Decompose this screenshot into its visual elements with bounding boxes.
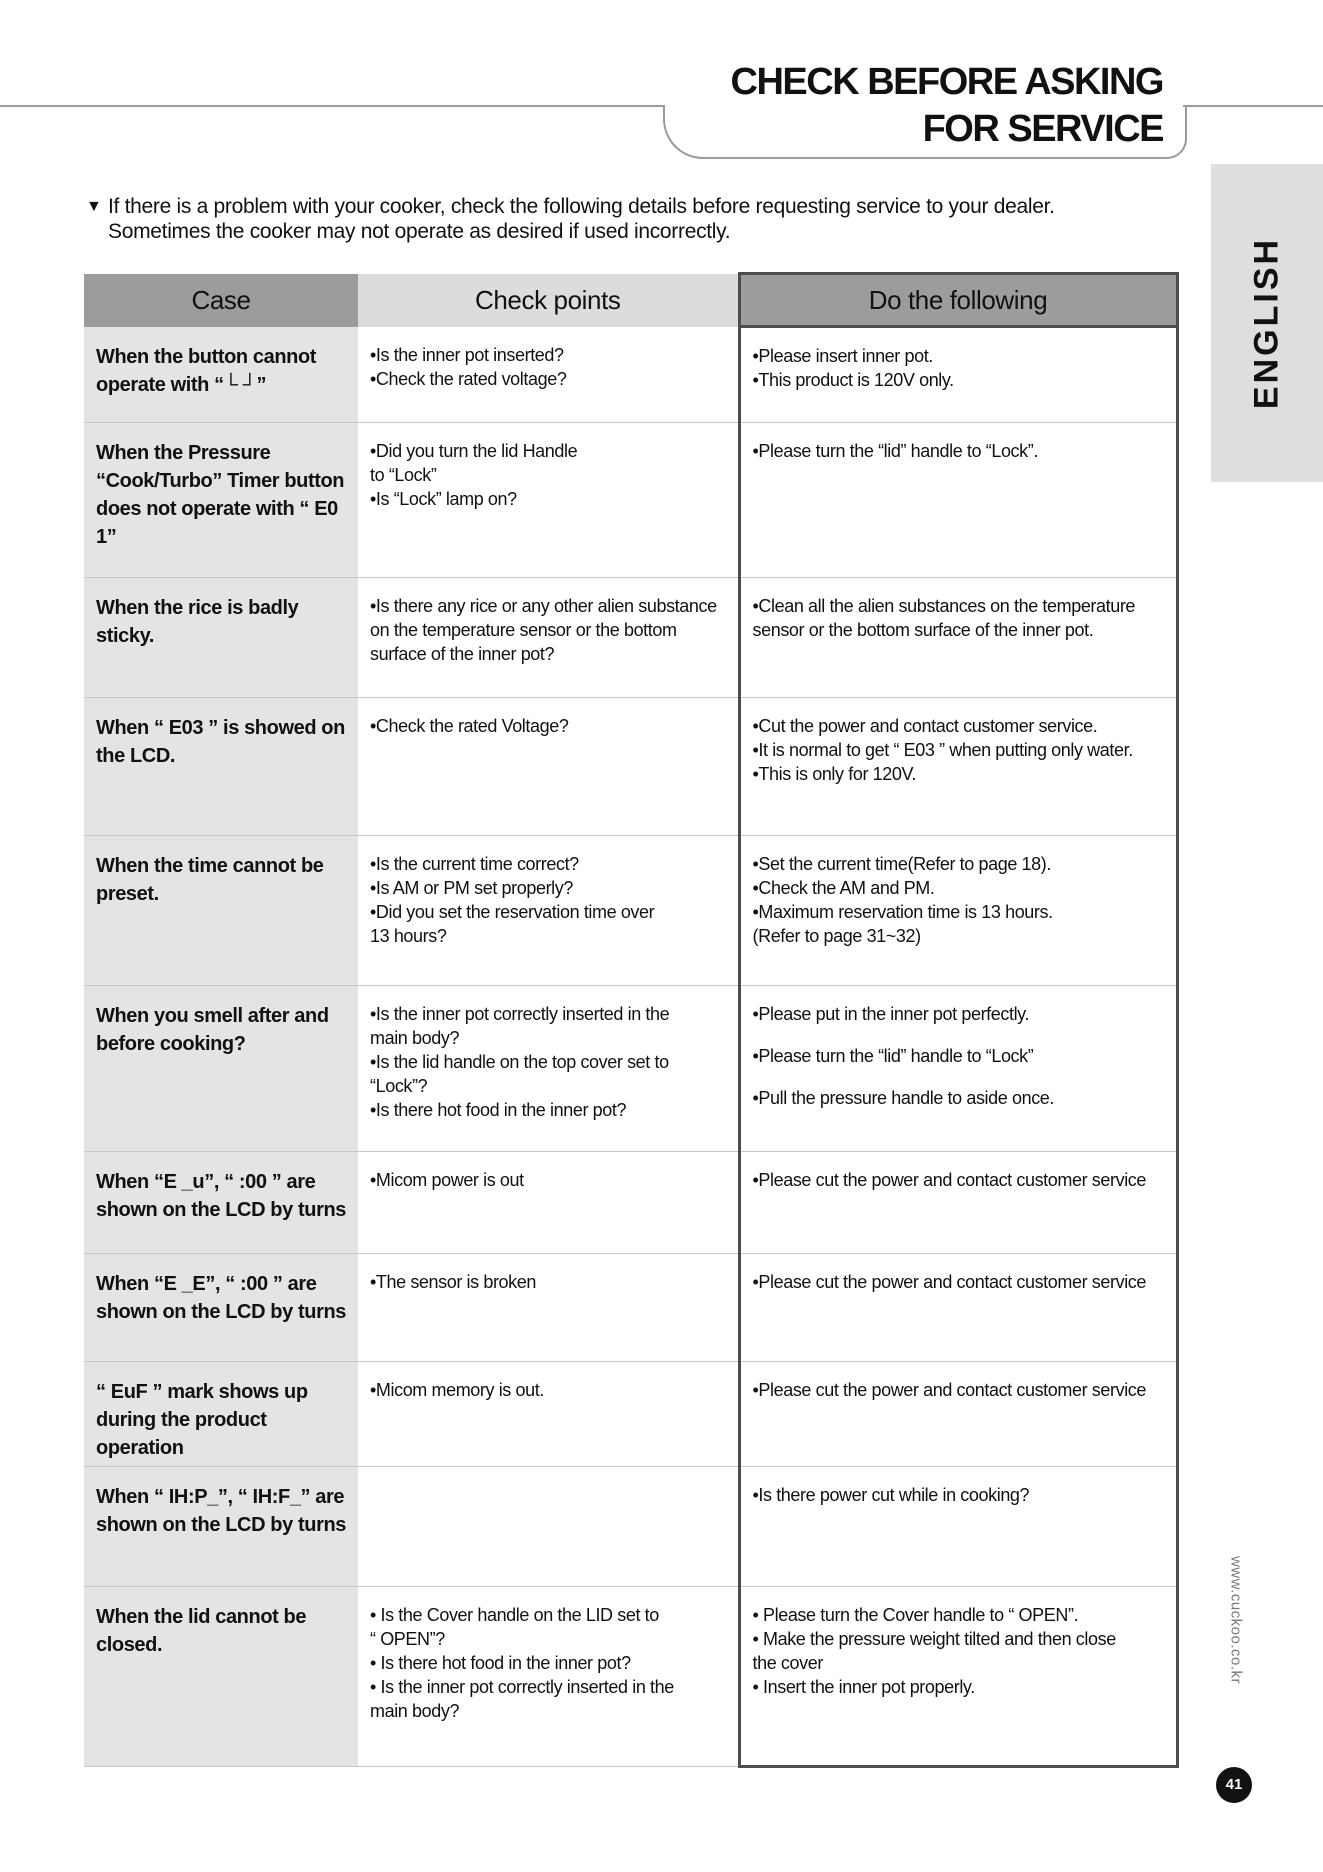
check-point-item: •Is the inner pot correctly inserted in the	[370, 1004, 670, 1024]
case-cell: When the Pressure “Cook/Turbo” Timer button does not operate with “ E0 1”	[84, 423, 358, 578]
case-cell: When the rice is badly sticky.	[84, 578, 358, 698]
action-item: •It is normal to get “ E03 ” when putting only water.	[752, 740, 1133, 760]
check-point-item: to “Lock”	[370, 465, 437, 485]
check-point-item: •Is AM or PM set properly?	[370, 878, 573, 898]
check-points-cell	[358, 423, 739, 578]
action-item	[753, 1068, 1166, 1086]
check-point-item: on the temperature sensor or the bottom	[370, 620, 677, 640]
check-point-item: •Is the inner pot inserted?	[370, 344, 564, 365]
check-point-item: •Micom memory is out.	[370, 1380, 544, 1400]
check-point-item: “Lock”?	[370, 1076, 428, 1096]
check-point-item: •Micom power is out	[370, 1170, 524, 1190]
check-point-item: •Did you set the reservation time over	[370, 902, 655, 922]
case-cell: “ EuF ” mark shows up during the product operation	[84, 1362, 358, 1467]
header-case: Case	[84, 274, 358, 327]
action-item: •Check the AM and PM.	[752, 878, 935, 898]
website-url-text: www.cuckoo.co.kr	[1227, 1555, 1245, 1685]
check-points-cell	[358, 836, 739, 986]
table-row	[84, 1467, 1177, 1587]
language-tab	[1211, 164, 1323, 482]
intro-line-1: If there is a problem with your cooker, check the following details before requesting service to your dealer.	[108, 195, 1055, 218]
check-point-item: “ OPEN”?	[370, 1629, 445, 1649]
check-points-cell	[358, 578, 739, 698]
check-points-cell	[358, 1362, 739, 1467]
action-cell	[739, 836, 1177, 986]
action-item: •Please insert inner pot.	[752, 346, 933, 366]
action-cell	[739, 578, 1177, 698]
action-item: •Please cut the power and contact customer service	[752, 1272, 1147, 1292]
header-rule-right	[1183, 105, 1323, 107]
action-cell	[739, 698, 1177, 836]
check-point-item: •Check the rated Voltage?	[370, 716, 569, 736]
action-item: •Is there power cut while in cooking?	[752, 1485, 1030, 1505]
action-item: the cover	[752, 1653, 823, 1673]
action-item: • Please turn the Cover handle to “ OPEN”.	[752, 1605, 1079, 1625]
check-point-item: main body?	[370, 1028, 460, 1048]
table-row	[84, 698, 1177, 836]
check-points-cell	[358, 1587, 739, 1767]
action-cell	[739, 1152, 1177, 1254]
case-cell: When the lid cannot be closed.	[84, 1587, 358, 1767]
action-cell	[739, 1254, 1177, 1362]
action-item: • Make the pressure weight tilted and then close	[752, 1629, 1116, 1649]
action-item: •Please turn the “lid” handle to “Lock”	[752, 1046, 1034, 1066]
action-item: •Cut the power and contact customer service.	[752, 716, 1098, 736]
action-item: •This product is 120V only.	[752, 370, 954, 390]
check-points-cell	[358, 698, 739, 836]
check-point-item: surface of the inner pot?	[370, 644, 555, 664]
case-cell: When you smell after and before cooking?	[84, 986, 358, 1152]
page-title-line-1: CHECK BEFORE ASKING	[730, 61, 1163, 103]
check-point-item: •Is there any rice or any other alien substance	[370, 596, 717, 616]
table-row	[84, 1254, 1177, 1362]
check-points-cell	[358, 1152, 739, 1254]
check-point-item: • Is the inner pot correctly inserted in the	[370, 1677, 674, 1697]
case-cell: When the button cannot operate with “└ ┘”	[84, 327, 358, 423]
table-row	[84, 578, 1177, 698]
triangle-bullet-icon: ▼	[86, 198, 102, 215]
header-check-points: Check points	[358, 274, 739, 327]
intro-line-2: Sometimes the cooker may not operate as desired if used incorrectly.	[108, 220, 731, 243]
table-row	[84, 327, 1177, 423]
action-item: •Pull the pressure handle to aside once.	[752, 1088, 1055, 1108]
check-points-cell	[358, 986, 739, 1152]
action-cell	[739, 986, 1177, 1152]
page-title-line-2: FOR SERVICE	[922, 108, 1163, 150]
action-item: •Set the current time(Refer to page 18).	[752, 854, 1051, 874]
table-header-row	[84, 274, 1177, 327]
troubleshooting-table	[84, 272, 1179, 1768]
action-cell	[739, 1362, 1177, 1467]
check-point-item: • Is the Cover handle on the LID set to	[370, 1605, 659, 1625]
action-item: •Maximum reservation time is 13 hours.	[752, 902, 1053, 922]
table-row	[84, 986, 1177, 1152]
action-item: • Insert the inner pot properly.	[752, 1677, 975, 1697]
case-cell: When “E _u”, “ :00 ” are shown on the LCD by turns	[84, 1152, 358, 1254]
check-point-item: •Is there hot food in the inner pot?	[370, 1100, 627, 1120]
case-cell: When “ E03 ” is showed on the LCD.	[84, 698, 358, 836]
action-item: •Please cut the power and contact customer service	[752, 1380, 1147, 1400]
check-point-item: •Is “Lock” lamp on?	[370, 489, 517, 509]
action-item: (Refer to page 31~32)	[752, 926, 921, 946]
header-rule-left	[0, 105, 665, 107]
table-body	[84, 327, 1177, 1767]
action-cell	[739, 1467, 1177, 1587]
action-cell	[739, 1587, 1177, 1767]
check-point-item: •Check the rated voltage?	[370, 368, 567, 389]
table-row	[84, 1152, 1177, 1254]
table-row	[84, 1362, 1177, 1467]
action-cell	[739, 423, 1177, 578]
check-points-cell	[358, 327, 739, 423]
action-item: •Clean all the alien substances on the temperature	[752, 596, 1136, 616]
page-number: 41	[1216, 1767, 1252, 1803]
action-item: •Please cut the power and contact customer service	[752, 1170, 1147, 1190]
check-point-item: • Is there hot food in the inner pot?	[370, 1653, 631, 1673]
check-point-item: •Is the lid handle on the top cover set to	[370, 1052, 669, 1072]
check-point-item: •Did you turn the lid Handle	[370, 441, 578, 461]
action-item: •Please turn the “lid” handle to “Lock”.	[752, 441, 1038, 461]
case-cell: When the time cannot be preset.	[84, 836, 358, 986]
action-cell	[739, 327, 1177, 423]
check-point-item: 13 hours?	[370, 926, 447, 946]
language-tab-label: ENGLISH	[1247, 236, 1286, 410]
action-item: sensor or the bottom surface of the inner pot.	[752, 620, 1094, 640]
check-points-cell	[358, 1467, 739, 1587]
case-cell: When “ IH:P_”, “ IH:F_” are shown on the LCD by turns	[84, 1467, 358, 1587]
table-row	[84, 836, 1177, 986]
header-do-the-following: Do the following	[739, 274, 1177, 327]
table-row	[84, 423, 1177, 578]
check-points-cell	[358, 1254, 739, 1362]
check-point-item: main body?	[370, 1701, 460, 1721]
check-point-item: •The sensor is broken	[370, 1272, 536, 1292]
action-item	[753, 1026, 1166, 1044]
case-cell: When “E _E”, “ :00 ” are shown on the LCD by turns	[84, 1254, 358, 1362]
action-item: •This is only for 120V.	[752, 764, 917, 784]
table-row	[84, 1587, 1177, 1767]
action-item: •Please put in the inner pot perfectly.	[752, 1004, 1030, 1024]
check-point-item: •Is the current time correct?	[370, 854, 579, 874]
